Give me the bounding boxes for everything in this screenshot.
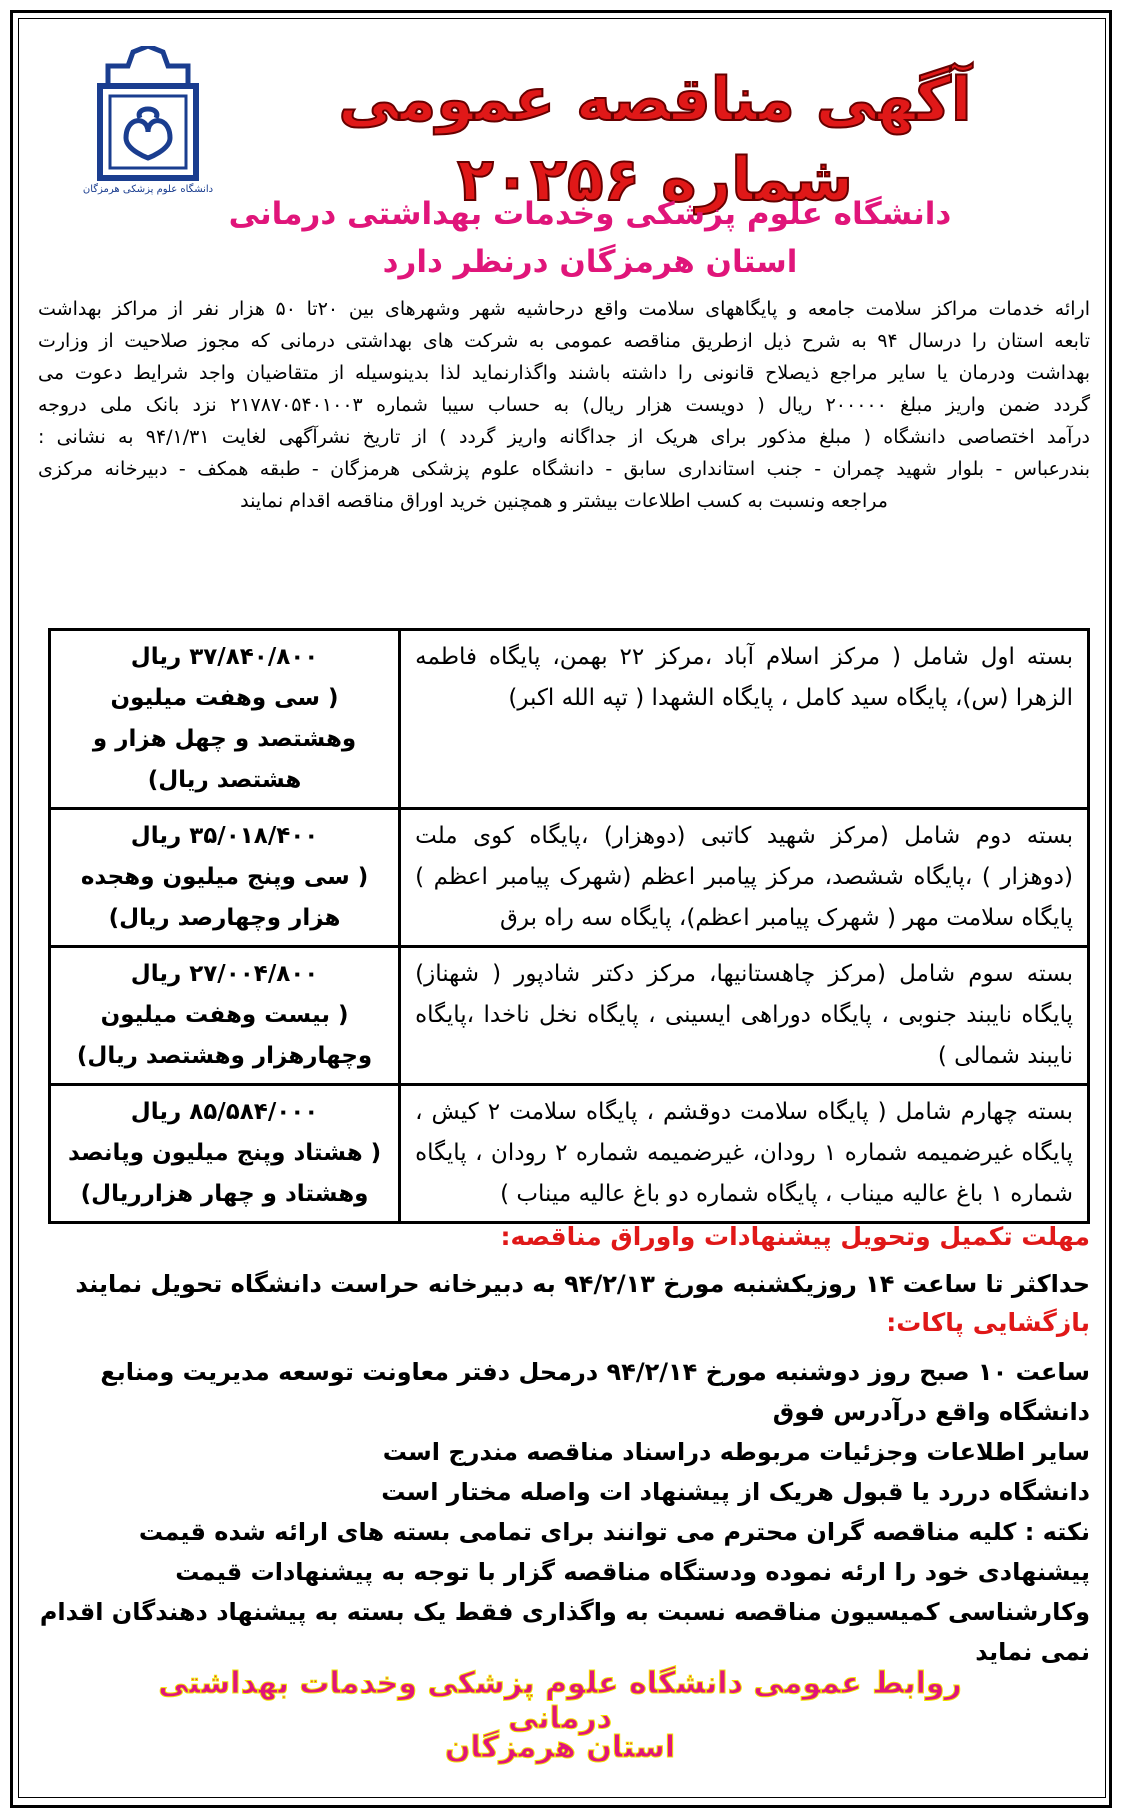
packages-table <box>48 628 1090 1224</box>
package-description: بسته چهارم شامل ( پایگاه سلامت دوقشم ، پایگاه سلامت ۲ کیش ، پایگاه غیرضمیمه شماره ۱ رودان، غیرضمیمه شماره ۲ رودان ، پایگاه شماره ۱ باغ عالیه میناب ، پایگاه شماره دو باغ عالیه میناب ) <box>400 1085 1089 1223</box>
body-line: گردد ضمن واریز مبلغ ۲۰۰۰۰۰ ریال ( دویست هزار ریال) به حساب سیبا شماره ۲۱۷۸۷۰۵۴۰۱۰۰۳ نزد بانک ملی دروجه <box>38 394 1090 416</box>
package-description: بسته دوم شامل (مرکز شهید کاتبی (دوهزار) ،پایگاه کوی ملت (دوهزار ) ،پایگاه ششصد، مرکز پیامبر اعظم (شهرک پیامبر اعظم ) پایگاه سلامت مهر ( شهرک پیامبر اعظم)، پایگاه سه راه برق <box>400 809 1089 947</box>
logo-icon <box>78 46 218 206</box>
university-logo <box>78 46 218 206</box>
package-price <box>50 630 400 809</box>
logo-caption: دانشگاه علوم پزشکی هرمزگان <box>82 184 214 195</box>
package-description: بسته اول شامل ( مرکز اسلام آباد ،مرکز ۲۲ بهمن، پایگاه فاطمه الزهرا (س)، پایگاه سید کامل ، پایگاه الشهدا ( تپه الله اکبر) <box>400 630 1089 809</box>
price-words: ( بیست وهفت میلیون وچهارهزار وهشتصد ریال) <box>76 1002 373 1069</box>
footer-province: استان هرمزگان <box>444 1730 676 1765</box>
body-line: تابعه استان را درسال ۹۴ به شرح ذیل ازطریق مناقصه عمومی به شرکت های بهداشتی درمانی که مجوز صلاحیت از وزارت <box>38 330 1090 352</box>
footer-public-relations: روابط عمومی دانشگاه علوم پزشکی وخدمات بهداشتی درمانی <box>158 1666 962 1736</box>
table-row <box>50 809 1089 947</box>
table-row <box>50 1085 1089 1223</box>
price-amount: ۸۵/۵۸۴/۰۰۰ ریال <box>130 1099 319 1125</box>
package-price <box>50 947 400 1085</box>
opening-line: سایر اطلاعات وجزئیات مربوطه دراسناد مناقصه مندرج است <box>382 1438 1090 1466</box>
body-line: بندرعباس - بلوار شهید چمران - جنب استانداری سابق - دانشگاه علوم پزشکی هرمزگان - طبقه همکف - دبیرخانه مرکزی <box>38 458 1090 480</box>
opening-line: دانشگاه دررد یا قبول هریک از پیشنهاد ات واصله مختار است <box>381 1478 1090 1506</box>
deadline-text: حداکثر تا ساعت ۱۴ روزیکشنبه مورخ ۹۴/۲/۱۳ به دبیرخانه حراست دانشگاه تحویل نمایند <box>75 1270 1090 1298</box>
price-amount: ۳۷/۸۴۰/۸۰۰ ریال <box>130 644 319 670</box>
body-line: درآمد اختصاصی دانشگاه ( مبلغ مذکور برای هریک از جداگانه واریز گردد ) از تاریخ نشرآگهی لغایت ۹۴/۱/۳۱ به نشانی : <box>38 426 1091 448</box>
body-line: مراجعه ونسبت به کسب اطلاعات بیشتر و همچنین خرید اوراق مناقصه اقدام نمایند <box>240 490 888 512</box>
price-words: ( سی وپنج میلیون وهجده هزار وچهارصد ریال) <box>80 864 369 931</box>
table-row <box>50 947 1089 1085</box>
price-amount: ۳۵/۰۱۸/۴۰۰ ریال <box>130 823 319 849</box>
table-row <box>50 630 1089 809</box>
notice-body <box>38 293 1090 517</box>
price-words: ( سی وهفت میلیون وهشتصد و چهل هزار و هشتصد ریال) <box>92 685 357 793</box>
package-description: بسته سوم شامل (مرکز چاهستانیها، مرکز دکتر شادپور ( شهناز) پایگاه نایبند جنوبی ، پایگاه دوراهی ایسینی ، پایگاه نخل ناخدا ،پایگاه نایبند شمالی ) <box>400 947 1089 1085</box>
price-amount: ۲۷/۰۰۴/۸۰۰ ریال <box>130 961 319 987</box>
body-line: بهداشت ودرمان یا سایر مراجع ذیصلاح قانونی را داشته باشند واگذارنماید لذا بدینوسیله از متقاضیان واجد شرایط دعوت می <box>38 362 1090 384</box>
subtitle-university: دانشگاه علوم پزشکی وخدمات بهداشتی درمانی <box>228 196 952 232</box>
opening-heading: بازگشایی پاکات: <box>886 1308 1090 1337</box>
price-words: ( هشتاد وپنج میلیون وپانصد وهشتاد و چهار هزارریال) <box>67 1140 382 1207</box>
opening-line: ساعت ۱۰ صبح روز دوشنبه مورخ ۹۴/۲/۱۴ درمحل دفتر معاونت توسعه مدیریت ومنابع دانشگاه واقع درآدرس فوق <box>100 1358 1090 1426</box>
notice-headline: آگهی مناقصه عمومی شماره ۲۰۲۵۶ <box>338 65 972 215</box>
note-line: نکته : کلیه مناقصه گران محترم می توانند برای تمامی بسته های ارائه شده قیمت پیشنهادی خود را ارئه نموده ودستگاه مناقصه گزار با توجه به پیشنهادات قیمت وکارشناسی کمیسیون مناقصه نسبت به واگذاری فقط یک بسته به پیشنهاد دهندگان اقدام نمی نماید <box>39 1518 1090 1666</box>
package-price <box>50 809 400 947</box>
body-line: ارائه خدمات مراکز سلامت جامعه و پایگاههای سلامت واقع درحاشیه شهر وشهرهای بین ۲۰تا ۵۰ هزار نفر از مراکز بهداشت <box>38 298 1091 320</box>
package-price <box>50 1085 400 1223</box>
opening-details <box>38 1352 1090 1672</box>
subtitle-province: استان هرمزگان درنظر دارد <box>382 244 798 280</box>
deadline-heading: مهلت تکمیل وتحویل پیشنهادات واوراق مناقصه: <box>500 1222 1090 1251</box>
